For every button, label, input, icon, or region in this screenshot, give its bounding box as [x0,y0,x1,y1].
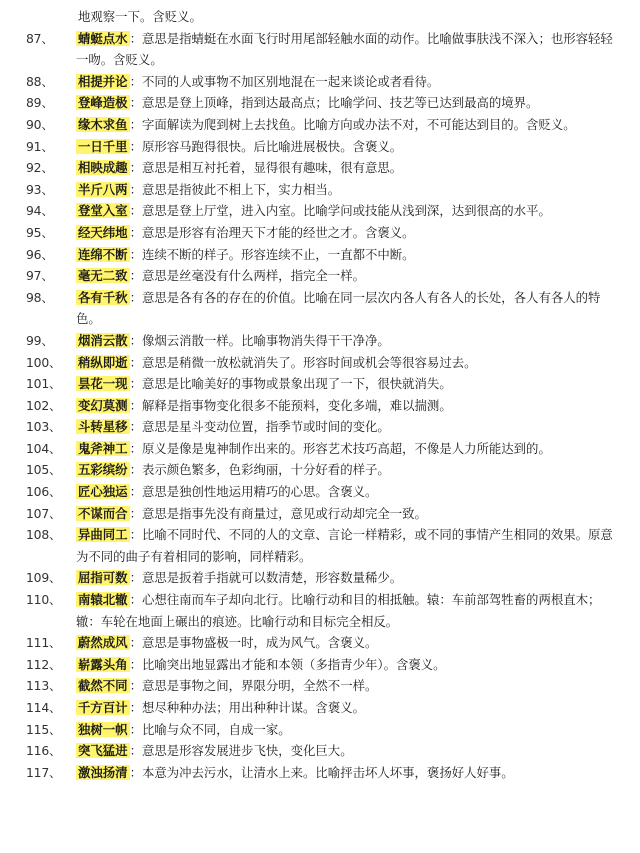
idiom-definition: ：表示颜色繁多，色彩绚丽，十分好看的样子。 [129,462,390,478]
entry-number: 104、 [26,440,62,456]
idiom-term: 激浊扬清 [78,764,128,780]
entry-number: 94、 [26,203,54,219]
idiom-definition: ：解释是指事物变化很多不能预料，变化多端，难以揣测。 [129,397,452,413]
idiom-entry [26,697,620,719]
idiom-definition: ：意思是指事先没有商量过，意见或行动却完全一致。 [129,505,427,521]
idiom-definition: ：意思是比喻美好的事物或景象出现了一下，很快就消失。 [129,376,452,392]
idiom-entry [26,28,620,71]
entry-number: 112、 [26,656,62,672]
idiom-term: 独树一帜 [78,721,128,737]
idiom-term: 相映成趣 [78,160,128,176]
idiom-entry [26,373,620,395]
entry-number: 110、 [26,592,62,608]
idiom-term: 截然不同 [78,678,128,694]
idiom-definition: ：意思是登上顶峰，指到达最高点；比喻学问、技艺等已达到最高的境界。 [129,95,539,111]
idiom-term: 缘木求鱼 [78,116,128,132]
idiom-term: 变幻莫测 [78,397,128,413]
idiom-definition: ：不同的人或事物不加区别地混在一起来谈论或者看待。 [129,73,440,89]
lead-text: 地观察一下。含贬义。 [78,9,202,24]
idiom-term: 斗转星移 [78,419,128,435]
idiom-definition: ：意思是登上厅堂，进入内室。比喻学问或技能从浅到深，达到很高的水平。 [129,203,551,219]
entry-number: 114、 [26,700,62,715]
idiom-entry [26,589,620,632]
entry-number: 91、 [26,138,54,154]
entry-number: 97、 [26,268,54,284]
idiom-entry [26,265,620,287]
entry-number: 111、 [26,635,62,651]
idiom-entry [26,330,620,352]
idiom-term: 一日千里 [78,138,128,154]
idiom-definition: ：意思是形容有治理天下才能的经世之才。含褒义。 [129,224,415,240]
entry-number: 100、 [26,354,62,370]
idiom-entry [26,762,620,784]
entry-number: 105、 [26,462,62,478]
idiom-definition: ：意思是扳着手指就可以数清楚，形容数量稀少。 [129,570,403,586]
idiom-definition: ：意思是相互衬托着，显得很有趣味，很有意思。 [129,160,403,176]
idiom-entry [26,567,620,589]
idiom-definition: ：比喻与众不同，自成一家。 [129,721,291,737]
idiom-definition: ：像烟云消散一样。比喻事物消失得干干净净。 [129,332,390,348]
entry-number: 116、 [26,743,62,759]
idiom-entry [26,222,620,244]
idiom-term: 登峰造极 [78,95,128,111]
entry-number: 106、 [26,484,62,500]
idiom-term: 毫无二致 [78,268,128,284]
idiom-definition: ：意思是各有各的存在的价值。比喻在同一层次内各人有各人的长处，各人有各人的特色。 [76,289,601,327]
idiom-term: 半斤八两 [78,181,128,197]
idiom-entry [26,92,620,114]
idiom-entry [26,287,620,330]
idiom-term: 五彩缤纷 [78,462,128,478]
idiom-term: 南辕北辙 [78,592,128,608]
idiom-term: 异曲同工 [78,527,128,543]
idiom-term: 各有千秋 [78,289,128,305]
entry-number: 117、 [26,764,62,780]
idiom-entry [26,503,620,525]
idiom-definition: ：意思是事物之间，界限分明，全然不一样。 [129,678,378,694]
idiom-definition: ：意思是独创性地运用精巧的心思。含褒义。 [129,484,378,500]
entry-number: 102、 [26,397,62,413]
idiom-definition: ：意思是形容发展进步飞快，变化巨大。 [129,743,353,759]
idiom-definition: ：意思是丝毫没有什么两样，指完全一样。 [129,268,365,284]
idiom-term: 匠心独运 [78,484,128,500]
idiom-term: 昙花一现 [78,376,128,392]
entry-number: 98、 [26,289,54,305]
entry-number: 113、 [26,678,62,694]
idiom-definition: ：连续不断的样子。形容连续不止，一直都不中断。 [129,246,415,262]
entry-number: 95、 [26,224,54,240]
idiom-definition: ：意思是指彼此不相上下，实力相当。 [129,181,341,197]
idiom-term: 千方百计 [78,700,128,715]
idiom-entry [26,675,620,697]
idiom-term: 蔚然成风 [78,635,128,651]
idiom-entry [26,719,620,741]
idiom-definition: ：本意为冲去污水，让清水上来。比喻抨击坏人坏事，褒扬好人好事。 [129,764,514,780]
idiom-term: 不谋而合 [78,505,128,521]
idiom-definition: ：比喻突出地显露出才能和本领（多指青少年）。含褒义。 [129,656,446,672]
idiom-definition: ：原形容马跑得很快。后比喻进展极快。含褒义。 [129,138,403,154]
entry-number: 88、 [26,73,54,89]
idiom-definition: ：意思是事物盛极一时，成为风气。含褒义。 [129,635,378,651]
entry-number: 96、 [26,246,54,262]
idiom-entry [26,200,620,222]
idiom-entry [26,416,620,438]
entry-number: 92、 [26,160,54,176]
idiom-entry [26,438,620,460]
idiom-entry [26,136,620,158]
idiom-definition: ：心想往南而车子却向北行。比喻行动和目的相抵触。辕：车前部驾牲畜的两根直木；辙：车轮在地面上碾出的痕迹。比喻行动和目标完全相反。 [76,592,601,629]
idiom-entry [26,114,620,136]
entry-number: 87、 [26,30,54,46]
idiom-term: 崭露头角 [78,656,128,672]
idiom-entry [26,157,620,179]
idiom-definition: ：意思是稍微一放松就消失了。形容时间或机会等很容易过去。 [129,354,477,370]
idiom-term: 突飞猛进 [78,743,128,759]
idiom-entry [26,352,620,374]
idiom-term: 登堂入室 [78,203,128,219]
idiom-definition: ：意思是星斗变动位置，指季节或时间的变化。 [129,419,390,435]
entry-number: 101、 [26,376,62,392]
entry-number: 99、 [26,332,54,348]
idiom-entry [26,654,620,676]
entry-number: 115、 [26,721,62,737]
entry-number: 103、 [26,419,62,435]
idiom-entry [26,244,620,266]
idiom-entry [26,179,620,201]
idiom-entry [26,481,620,503]
idiom-term: 经天纬地 [78,224,128,240]
idiom-term: 稍纵即逝 [78,354,128,370]
entry-number: 93、 [26,181,54,197]
idiom-term: 屈指可数 [78,570,128,586]
entry-number: 108、 [26,527,62,543]
entry-number: 90、 [26,116,54,132]
idiom-term: 蜻蜓点水 [78,30,128,46]
idiom-term: 连绵不断 [78,246,128,262]
idiom-entry [26,740,620,762]
entry-number: 89、 [26,95,54,111]
idiom-definition: ：意思是指蜻蜓在水面飞行时用尾部轻触水面的动作。比喻做事肤浅不深入；也形容轻轻一吻。含贬义。 [76,30,613,68]
idiom-definition: ：字面解读为爬到树上去找鱼。比喻方向或办法不对，不可能达到目的。含贬义。 [129,116,576,132]
idiom-entry [26,71,620,93]
idiom-entry [26,395,620,417]
idiom-term: 鬼斧神工 [78,440,128,456]
idiom-term: 相提并论 [78,73,128,89]
idiom-definition: ：想尽种种办法；用出种种计谋。含褒义。 [129,700,365,715]
idiom-entry [26,632,620,654]
idiom-definition: ：比喻不同时代、不同的人的文章、言论一样精彩，或不同的事情产生相同的效果。原意为不同的曲子有着相同的影响，同样精彩。 [76,527,613,564]
idiom-entry [26,459,620,481]
idiom-entries [26,28,620,784]
idiom-definition: ：原义是像是鬼神制作出来的。形容艺术技巧高超，不像是人力所能达到的。 [129,440,551,456]
entry-number: 109、 [26,570,62,586]
entry-number: 107、 [26,505,62,521]
idiom-entry [26,524,620,567]
idiom-term: 烟消云散 [78,332,128,348]
